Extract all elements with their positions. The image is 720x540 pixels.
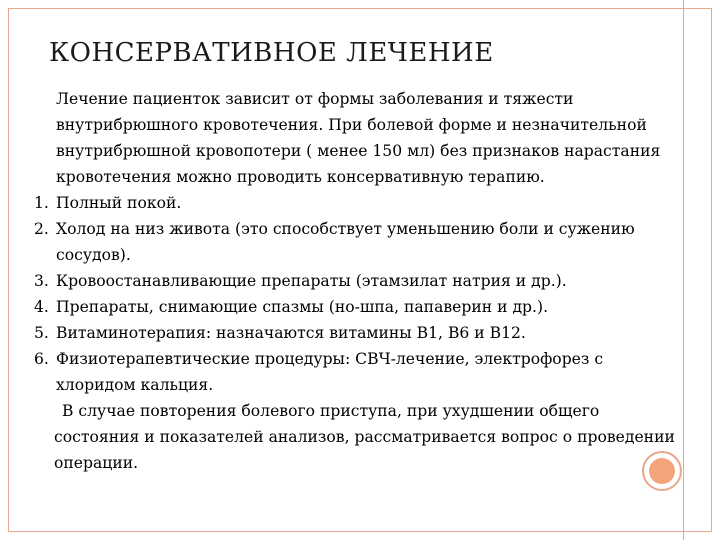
treatment-list [34,190,678,398]
list-number: 4. [34,298,49,316]
frame-right-line [683,0,684,540]
list-number: 1. [34,194,49,212]
list-number: 2. [34,220,49,238]
decorative-dot-icon [649,458,675,484]
list-item [34,294,678,320]
intro-paragraph: Лечение пациенток зависит от формы заболевания и тяжести внутрибрюшного кровотечения. При болевой форме и незначительной внутрибрюшной кровопотери ( менее 150 мл) без признаков нарастания кровотечения можно проводить консервативную терапию. [56,90,661,186]
list-text: Препараты, снимающие спазмы (но-шпа, папаверин и др.). [56,298,549,316]
list-item [34,268,678,294]
list-text: Витаминотерапия: назначаются витамины В1, В6 и В12. [56,324,526,342]
list-item [34,346,678,398]
list-text: Полный покой. [56,194,182,212]
list-text: Холод на низ живота (это способствует уменьшению боли и сужению сосудов). [56,220,635,264]
list-item [34,216,678,268]
list-item [34,320,678,346]
list-number: 6. [34,350,49,368]
list-text: Физиотерапевтические процедуры: СВЧ-лечение, электрофорез с хлоридом кальция. [56,350,604,394]
slide-title: КОНСЕРВАТИВНОЕ ЛЕЧЕНИЕ [49,38,494,68]
list-number: 5. [34,324,49,342]
list-item [34,190,678,216]
list-text: Кровоостанавливающие препараты (этамзилат натрия и др.). [56,272,567,290]
outro-paragraph: В случае повторения болевого приступа, при ухудшении общего состояния и показателей анализов, рассматривается вопрос о проведении операции. [54,402,675,472]
slide-body [34,86,678,476]
list-number: 3. [34,272,49,290]
